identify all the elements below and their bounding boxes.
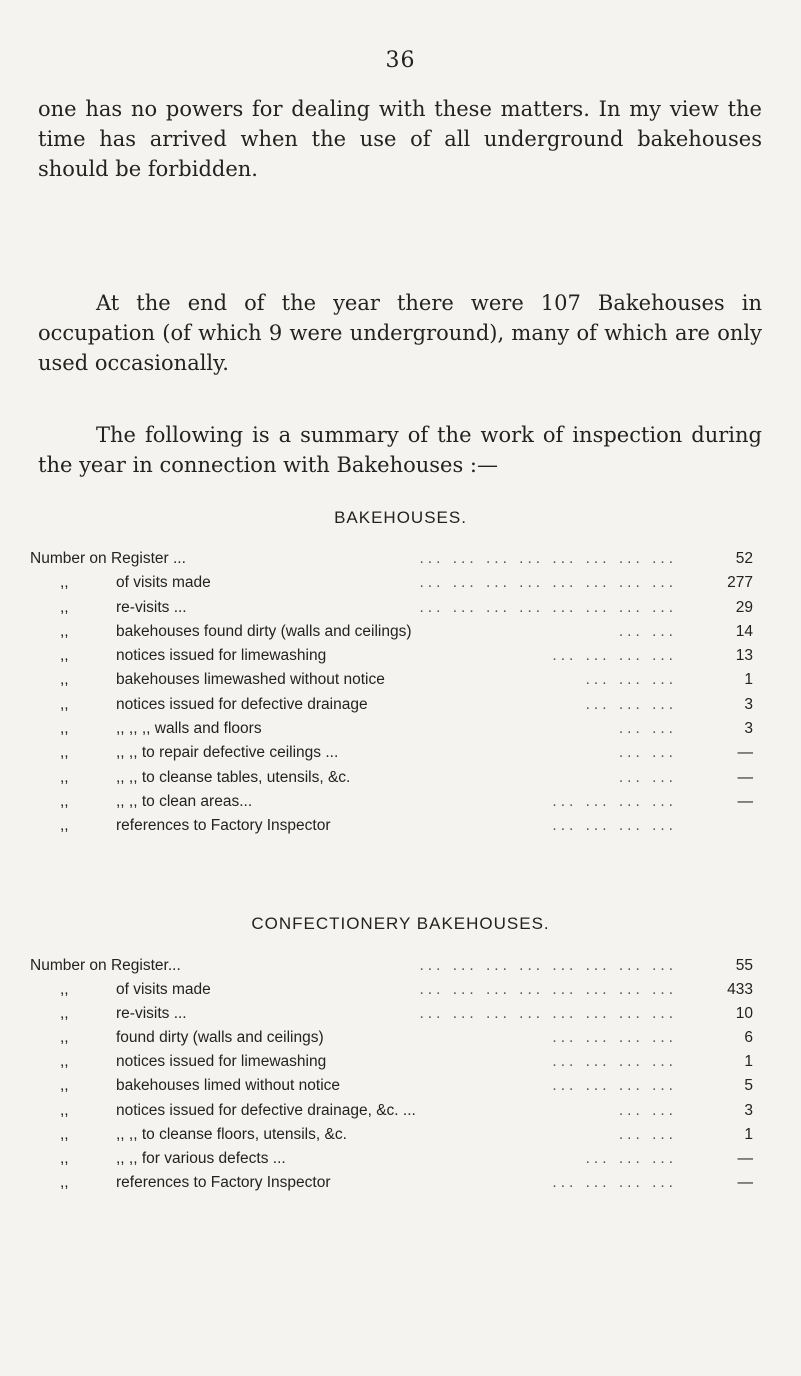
row-ditto-mark: ,, [60, 1053, 69, 1071]
row-leader-dots: ... ... [618, 720, 677, 738]
paragraph-2: At the end of the year there were 107 Bakehouses in occupation (of which 9 were underground), many of which are only used occasionally. [38, 291, 762, 375]
row-leader-dots: ... ... [618, 744, 677, 762]
paragraph-1: one has no powers for dealing with these matters. In my view the time has arrived when the use of all underground bakehouses should be forbidden. [38, 97, 762, 181]
table-row [30, 766, 757, 790]
table-row [30, 790, 757, 814]
row-leader-dots: ... ... ... [585, 695, 677, 713]
bakehouses-table [30, 547, 757, 839]
row-label: notices issued for defective drainage [116, 695, 368, 713]
row-label: ,, ,, to clean areas... [116, 792, 253, 810]
row-label: ,, ,, to cleanse tables, utensils, &c. [116, 768, 351, 786]
row-ditto-mark: ,, [60, 792, 69, 810]
row-leader-dots: ... ... ... ... ... ... ... ... [419, 981, 677, 999]
table-row [30, 1099, 757, 1123]
row-leader-dots: ... ... ... ... ... ... ... ... [419, 598, 677, 616]
row-value: — [737, 1149, 753, 1167]
table-row [30, 717, 757, 741]
row-ditto-mark: ,, [60, 1101, 69, 1119]
page-number: 36 [385, 48, 416, 73]
row-value: 277 [727, 574, 753, 592]
row-label: of visits made [116, 574, 211, 592]
table-row [30, 620, 757, 644]
row-value: 29 [735, 598, 753, 616]
row-leader-dots: ... ... [618, 1101, 677, 1119]
row-ditto-mark: ,, [60, 574, 69, 592]
row-value: 13 [735, 647, 753, 665]
table-row [30, 596, 757, 620]
row-value: — [737, 792, 753, 810]
row-ditto-mark: ,, [60, 744, 69, 762]
row-label: notices issued for defective drainage, &c. ... [116, 1101, 416, 1119]
row-lead: Number on Register ... [30, 550, 186, 567]
row-leader-dots: ... ... ... ... ... ... ... ... [419, 957, 677, 974]
row-ditto-mark: ,, [60, 1077, 69, 1095]
row-ditto-mark: ,, [60, 817, 69, 835]
row-label: bakehouses found dirty (walls and ceilings) [116, 622, 412, 640]
row-value: 1 [744, 1053, 753, 1071]
row-ditto-mark: ,, [60, 671, 69, 689]
row-label: ,, ,, to cleanse floors, utensils, &c. [116, 1125, 347, 1143]
table-row [30, 954, 757, 978]
table-row [30, 1123, 757, 1147]
row-ditto-mark: ,, [60, 647, 69, 665]
table-row [30, 571, 757, 595]
row-value: — [737, 744, 753, 762]
row-leader-dots: ... ... ... ... [552, 1173, 677, 1191]
row-leader-dots: ... ... ... ... ... ... ... ... [419, 550, 677, 567]
row-label: ,, ,, for various defects ... [116, 1149, 286, 1167]
row-lead: Number on Register... [30, 957, 181, 974]
paragraph-3: The following is a summary of the work of inspection during the year in connection with Bakehouses :— [38, 423, 762, 477]
row-leader-dots: ... ... ... ... ... ... ... ... [419, 574, 677, 592]
row-label: notices issued for limewashing [116, 1053, 327, 1071]
row-leader-dots: ... ... [618, 1125, 677, 1143]
row-leader-dots: ... ... [618, 622, 677, 640]
row-label: re-visits ... [116, 1005, 187, 1023]
row-label: found dirty (walls and ceilings) [116, 1029, 324, 1047]
table-row [30, 814, 757, 838]
table-row [30, 547, 757, 571]
row-ditto-mark: ,, [60, 1029, 69, 1047]
row-label: bakehouses limewashed without notice [116, 671, 385, 689]
row-ditto-mark: ,, [60, 622, 69, 640]
table-row [30, 1171, 757, 1195]
row-leader-dots: ... ... ... [585, 671, 677, 689]
row-value: — [737, 768, 753, 786]
row-ditto-mark: ,, [60, 1125, 69, 1143]
row-value: 1 [744, 1125, 753, 1143]
table-row [30, 1074, 757, 1098]
table-row [30, 978, 757, 1002]
row-value: 1 [744, 671, 753, 689]
row-label: references to Factory Inspector [116, 1173, 331, 1191]
row-label: bakehouses limed without notice [116, 1077, 341, 1095]
row-label: notices issued for limewashing [116, 647, 327, 665]
row-ditto-mark: ,, [60, 720, 69, 738]
confectionery-table [30, 954, 757, 1195]
row-value: 6 [744, 1029, 753, 1047]
table-row [30, 1026, 757, 1050]
row-label: ,, ,, ,, walls and floors [116, 720, 262, 738]
row-value: 433 [727, 981, 753, 999]
row-ditto-mark: ,, [60, 768, 69, 786]
table-row [30, 1147, 757, 1171]
row-value: 3 [744, 1101, 753, 1119]
table-row [30, 741, 757, 765]
row-ditto-mark: ,, [60, 695, 69, 713]
row-value: 52 [735, 550, 753, 567]
row-leader-dots: ... ... ... ... [552, 1077, 677, 1095]
row-leader-dots: ... ... ... ... [552, 1029, 677, 1047]
row-value: 14 [735, 622, 753, 640]
row-ditto-mark: ,, [60, 1005, 69, 1023]
row-ditto-mark: ,, [60, 1173, 69, 1191]
row-label: references to Factory Inspector [116, 817, 331, 835]
row-leader-dots: ... ... ... ... ... ... ... ... [419, 1005, 677, 1023]
row-label: re-visits ... [116, 598, 187, 616]
row-label: ,, ,, to repair defective ceilings ... [116, 744, 339, 762]
row-leader-dots: ... ... ... ... [552, 1053, 677, 1071]
row-ditto-mark: ,, [60, 598, 69, 616]
row-value: 55 [735, 957, 753, 974]
row-ditto-mark: ,, [60, 981, 69, 999]
row-label: of visits made [116, 981, 211, 999]
table-row [30, 1002, 757, 1026]
table-row [30, 693, 757, 717]
row-leader-dots: ... ... ... [585, 1149, 677, 1167]
row-value: 10 [735, 1005, 753, 1023]
row-leader-dots: ... ... ... ... [552, 792, 677, 810]
confectionery-heading: CONFECTIONERY BAKEHOUSES. [251, 914, 550, 933]
table-row [30, 644, 757, 668]
row-value: 5 [744, 1077, 753, 1095]
row-ditto-mark: ,, [60, 1149, 69, 1167]
table-row [30, 1050, 757, 1074]
row-value: 3 [744, 720, 753, 738]
table-row [30, 668, 757, 692]
row-leader-dots: ... ... [618, 768, 677, 786]
row-value: — [737, 1173, 753, 1191]
row-leader-dots: ... ... ... ... [552, 817, 677, 835]
row-value: 3 [744, 695, 753, 713]
bakehouses-heading: BAKEHOUSES. [334, 508, 467, 527]
row-leader-dots: ... ... ... ... [552, 647, 677, 665]
